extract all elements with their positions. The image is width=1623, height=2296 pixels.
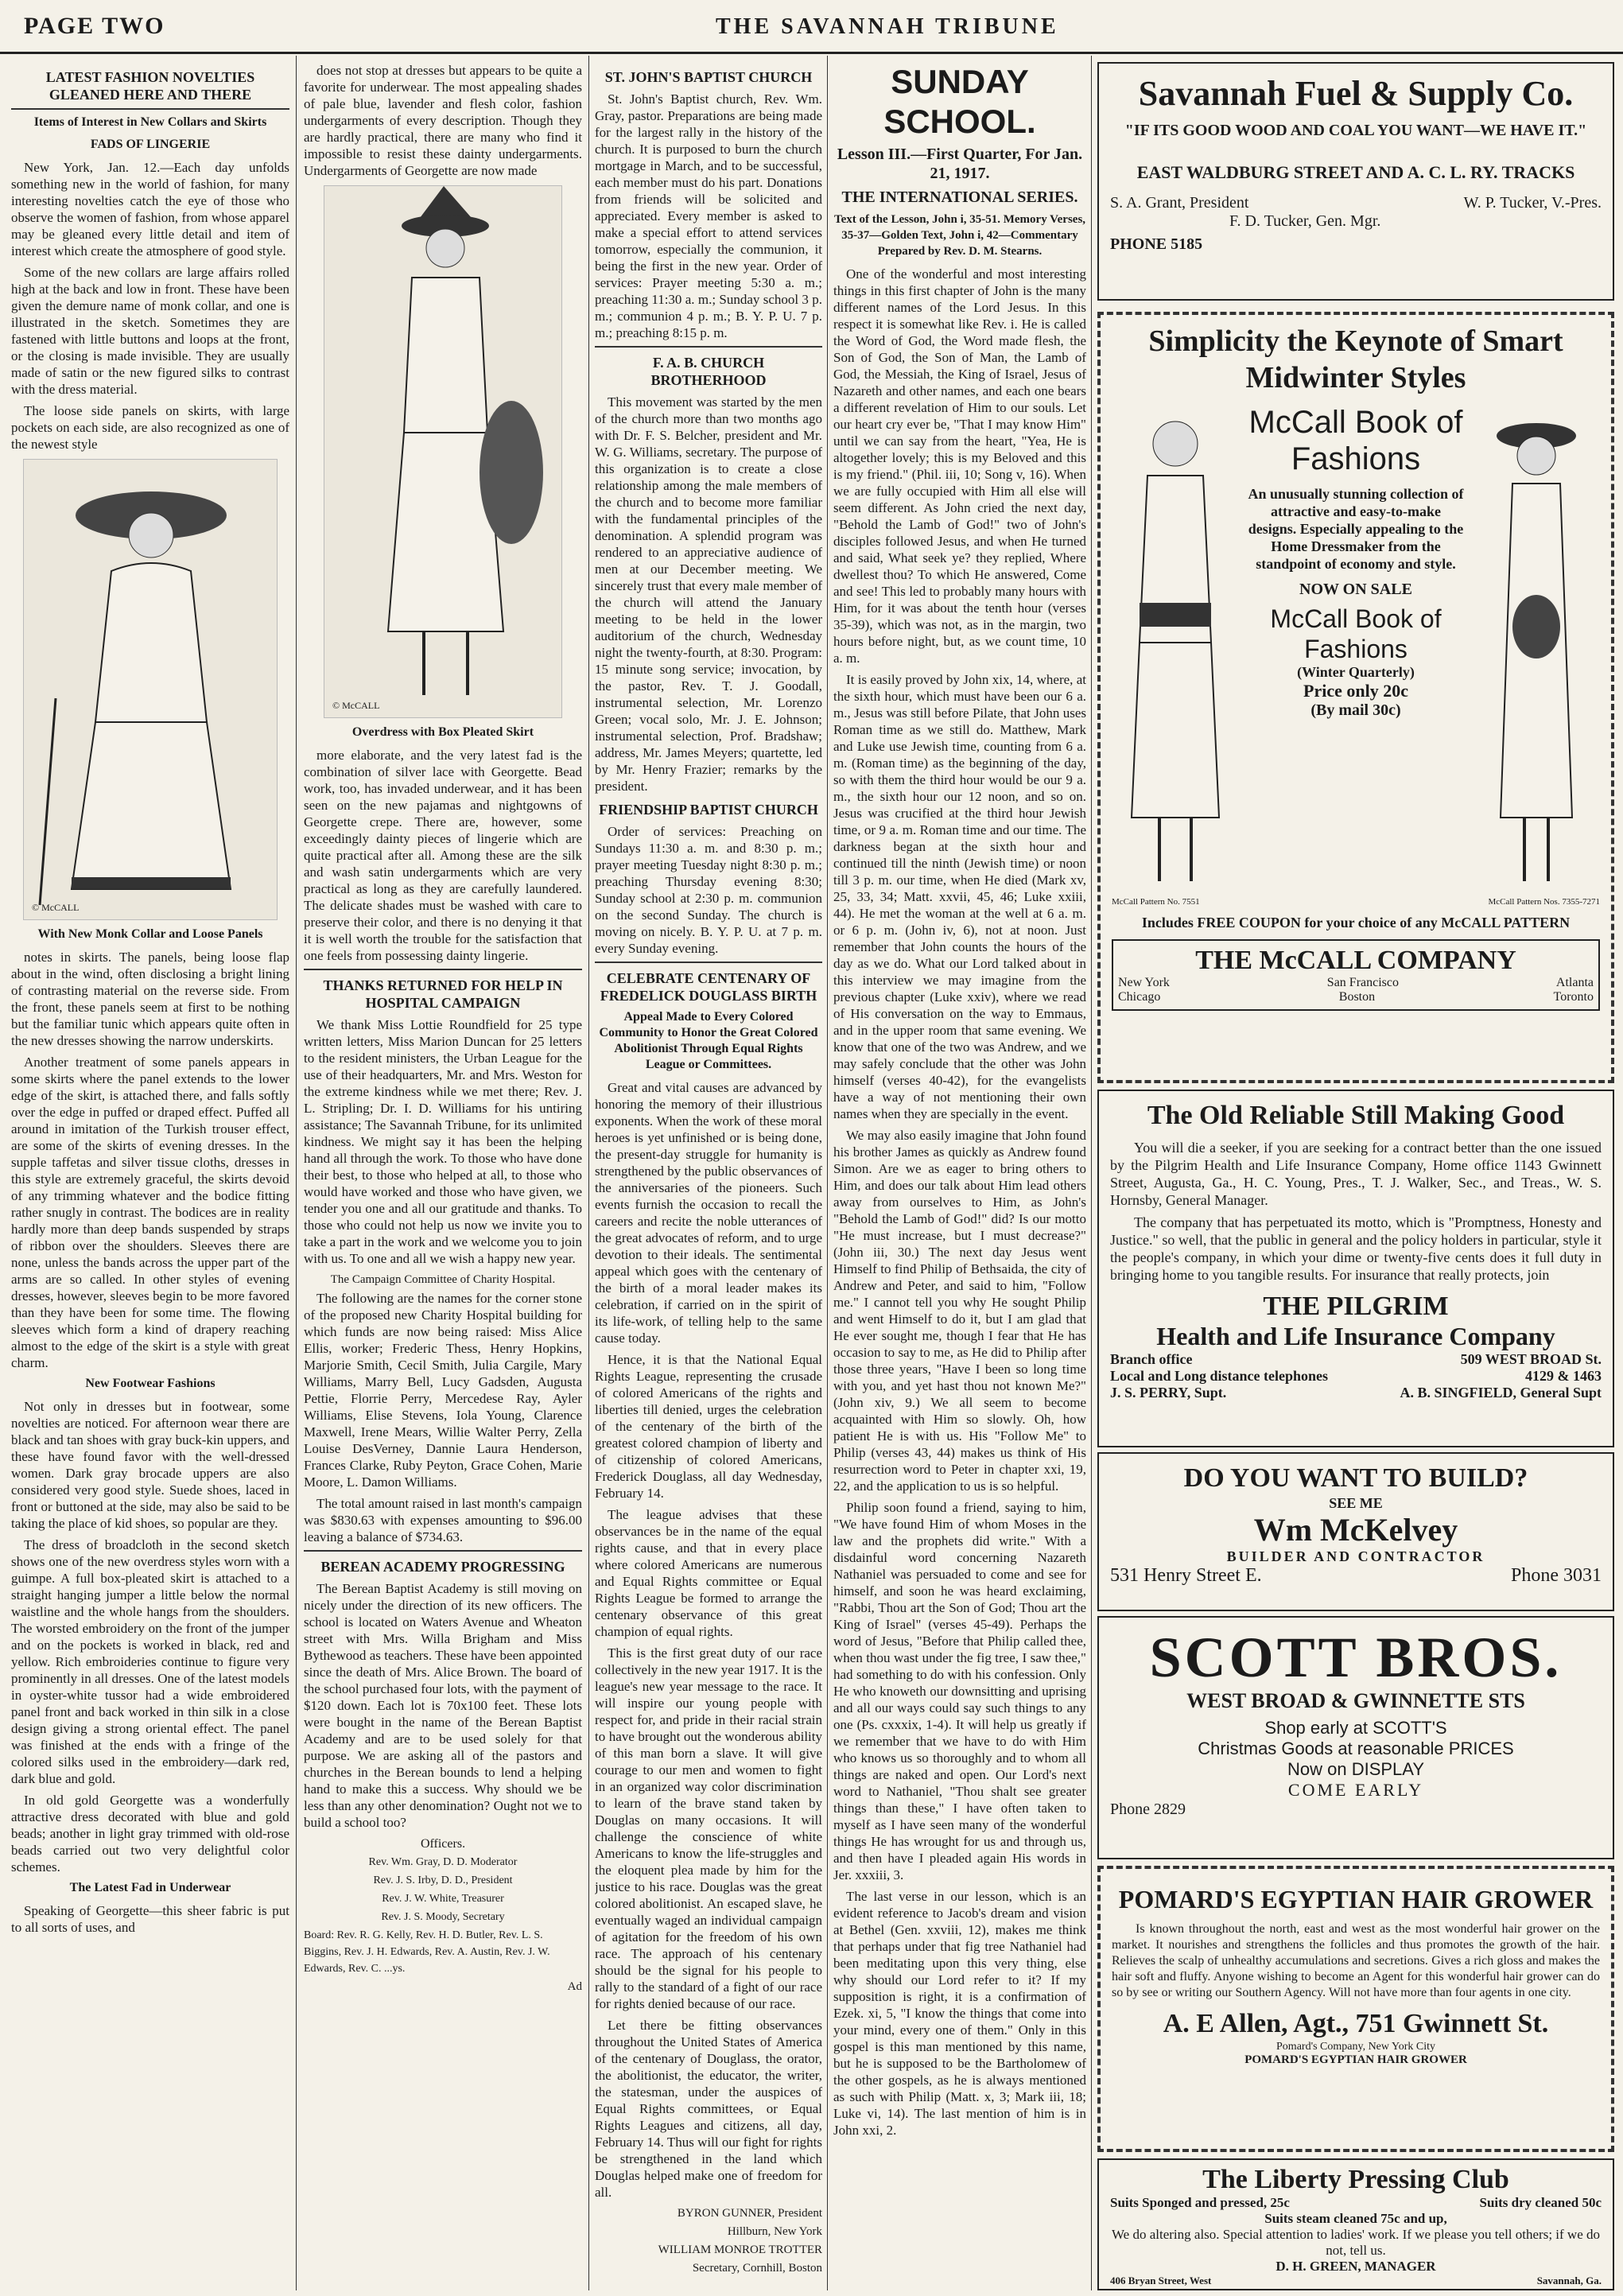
column-churches: ST. JOHN'S BAPTIST CHURCH St. John's Baptist church, Rev. Wm. Gray, pastor. Preparations are being made for the largest rally in the history of the church. It is purposed to burn the church mortgage in March, and to be successful, each member must do his part. Donations from friends will be solicited and appreciated. Every member is asked to make a special effort to attend services tomorrow, especially the communion, it being the first in the new year. Order of services: Prayer meeting 5:30 a. m.; preaching 11:30 a. m.; Sunday school 3 p. m.; communion 4 p. m.; B. Y. P. U. 7 p. m.; preaching 8:15 p. m. F. A. B. CHURCH BROTHERHOOD This movement was started by the men of the church more than two months ago with Dr. F. S. Belcher, president and Mr. W. G. Williams, secretary. The purpose of this organization is to create a close relationship among the male members of the church and to become more familiar with the fundamental principles of the denomination. A splendid program was rendered to an appreciative audience of men at our December meeting. We sincerely trust that every male member of the church will attend the January meeting to be held in the lower auditorium of the church, Wednesday night the twenty-fourth, at 8:30. Program: 15 minute song service; invocation, by the pastor, Rev. T. J. Goodall, instrumental selection, Mr. Lorenzo Green; vocal solo, Mr. J. E. Johnson; instrumental selection, Prof. Bradshaw; address, Mr. James Meyers; quartette, led by Mr. Henry Frazier; remarks by the president. FRIENDSHIP BAPTIST CHURCH Order of services: Preaching on Sundays 11:30 a. m. and 8:30 p. m.; prayer meeting Tuesday night 8:30 p. m.; preaching Thursday evening 8:30; Sunday school at 2:30 p. m. communion on the second Sunday. The church is moving on nicely. B. Y. P. U. at 7 p. m. every Sunday evening. CELEBRATE CENTENARY OF FREDELICK DOUGLASS BIRTH Appeal Made to Every Colored Community to Honor the Great Colored Abolitionist Through Equal Rights League or Committees. Great and vital causes are advanced by honoring the memory of their illustrious exponents. When the work of these moral heroes is yet unfinished or is being done, the present-day struggle for humanity is strengthened by the public observances of the anniversaries of the pioneers. Such events furnish the occasion to recall the careers and recite the noble utterances of the great advocates of reform, and to urge devotion to their ideals. The sentimental appeal which goes with the centenary of the birth of a moral leader makes its celebration, if carried on in the spirit of its life-work, of telling help to the same cause today. Hence, it is that the National Equal Rights League, representing the crusade of colored Americans of the rights and liberties till denied, urges the celebration of the centenary of the birth of the greatest colored champion of liberty and of citizenship of colored Americans, Frederick Douglass, all day Wednesday, February 14. The league advises that these observances be in the name of the equal rights cause, and that in every place where colored Americans are numerous and Equal Rights committee or Equal Rights League be formed to arrange the centenary observance of this great champion of equal rights. This is the first great duty of our race collectively in the new year 1917. It is the league's new year message to the race. It will inspire our young people with respect for, and pride in their racial strain to have brought out the wonderous ability of this man born a slave. It will give courage to our men and women to fight in an organized way color discrimination to learn of the brave stand taken by Douglas on many occasions. It will challenge the conscience of white Americans to know the life-struggles and the eloquent plea made by him for the justice to his race. Douglas was the great colored abolitionist. An escaped slave, he eventually waged an individual campaign of agitation for the freedom of his own race. The approach of his centenary should be the signal for his people to rally to the standard of a fight of our race for rights denied because of our race. Let there be fitting observances throughout the United States of America of the centenary of Douglass, the orator, the abolitionist, the educator, the writer, the statesman, under the auspices of Equal Rights committees, or Equal Rights Leagues and citizens, all day, February 14. Thus will our fight for rights be strengthened in the land which Douglas helped make one of freedom for all. BYRON GUNNER, President Hillburn, New York WILLIAM MONROE TROTTER Secretary, Cornhill, Boston (595, 69, 822, 2275)
mccall-figure-left (1112, 404, 1239, 897)
column-fashion: LATEST FASHION NOVELTIES GLEANED HERE AND THERE Items of Interest in New Collars and Skirts FADS OF LINGERIE New York, Jan. 12.—Each day unfolds something new in the world of fashion, for many interesting novelties catch the eye of those who observe the women of fashion, from whose apparel may be gleaned every little detail and item of interest which create the atmosphere of good style. Some of the new collars are large affairs rolled high at the back and low in front. These have been given the demure name of monk collar, and one is illustrated in the sketch. Sometimes they are fastened with little buttons and loops at the front, or the closing is made invisible. They are usually made of satin or the new figured silks to contrast with the dress material. The loose side panels on skirts, with large pockets on each side, are also recognized as one of the newest style © McCALL With New Monk Collar and Loose Panels notes in skirts. The panels, being loose flap about in the wind, often disclosing a bright lining of contrasting material on the reverse side. From the front, these panels seem at first to be nothing but the familiar tunic which appears quite often in the new dresses showing the narrow underskirts. Another treatment of some panels appears in some skirts where the panel extends to the lower edge of the skirt, is attached there, and falls softly over the edge in puffed or draped effect. Puffed all around in imitation of the Turkish trouser effect, are some of the skirts of evening dresses. In the supple taffetas and silver tissue cloths, dresses in this style are extremely graceful, the skirts devoid of any trimming whatever and the bodice fitting rather snugly in contrast. The bodices are in reality hardly more than deep bands suspended by straps of ribbon over the shoulders. Sleeves there are none, unless the bands across the upper part of the arms are so called. In other styles of evening dresses, however, sleeves begin to be more favored than they have been for some time. The flowing sleeves which form a kind of drapery reaching almost to the edge of the skirt is a style with great charm. New Footwear Fashions Not only in dresses but in footwear, some novelties are noticed. For afternoon wear there are black and tan shoes with gray buck-kin uppers, and these have found favor with the well-dressed women. Dark gray brocade uppers are also considered very good style. Suede shoes, laced in front or buttoned at the side, may also be said to be taking the place of kid shoes, so popular are they. The dress of broadcloth in the second sketch shows one of the new overdress styles worn with a guimpe. A full box-pleated skirt is attached to a straight hanging jumper a little below the normal waistline and the whole hangs from the shoulders. The worsted embroidery on the front of the jumper and on the pockets is worked in black, red and yellow. Rich embroideries continue to figure very prominently in all dresses. One of the latest models in oyster-white tussor had a wide embroidered panel front and back worked in thin silk in a close design giving a strong oriental effect. The panel was finished at the ends with a fringe of the colored silks used in the embroidery—dark red, dark blue and gold. In old gold Georgette was a wonderfully attractive dress decorated with blue and gold beads; another in light gray trimmed with old-rose beads carried out two very delightful color schemes. The Latest Fad in Underwear Speaking of Georgette—this sheer fabric is put to all sorts of uses, and (11, 69, 289, 1935)
officers-heading: Officers. (420, 1837, 466, 1851)
illustration-credit: © McCALL (32, 902, 80, 913)
ad-mckelvey: DO YOU WANT TO BUILD? SEE ME Wm McKelvey BUILDER AND CONTRACTOR 531 Henry Street E. Phone 3031 (1097, 1452, 1614, 1611)
article-headline: THANKS RETURNED FOR HELP IN HOSPITAL CAMPAIGN (323, 977, 563, 1011)
column-rule (588, 56, 589, 2290)
mccall-figure-right (1473, 404, 1600, 897)
page-number: PAGE TWO (24, 13, 165, 39)
figure-caption: With New Monk Collar and Loose Panels (37, 927, 263, 941)
article-headline: F. A. B. CHURCH BROTHERHOOD (650, 355, 767, 388)
masthead (0, 0, 1623, 54)
article-subhead: Appeal Made to Every Colored Community to Honor the Great Colored Abolitionist Through Equal Rights League or Committees. (599, 1010, 818, 1071)
section-subhead: The Latest Fad in Underwear (69, 1881, 231, 1894)
column-rule (296, 56, 297, 2290)
column-rule (1091, 56, 1092, 2290)
ad-pomard-hair-grower: POMARD'S EGYPTIAN HAIR GROWER Is known throughout the north, east and west as the most wonderful hair grower on the market. It nourishes and strengthens the follicles and thus promotes the growth of the hair. Relieves the scalp of unhealthy accumulations and secretions. Gives a rich gloss and makes the hair soft and fluffy. Anyone wishing to become an Agent for this wonderful hair grower can do so by see or writing our Southern Agency. Will not have more than four agents in one city. A. E Allen, Agt., 751 Gwinnett St. Pomard's Company, New York City POMARD'S EGYPTIAN HAIR GROWER (1097, 1866, 1614, 2152)
column-rule (827, 56, 828, 2290)
newspaper-title: THE SAVANNAH TRIBUNE (716, 14, 1059, 39)
article-headline: BEREAN ACADEMY PROGRESSING (320, 1559, 565, 1575)
ad-savannah-fuel: Savannah Fuel & Supply Co. "IF ITS GOOD WOOD AND COAL YOU WANT—WE HAVE IT." EAST WALDBURG STREET AND A. C. L. RY. TRACKS S. A. Grant, President W. P. Tucker, V.-Pres. F. D. Tucker, Gen. Mgr. PHONE 5185 (1097, 62, 1614, 301)
column-hospital: does not stop at dresses but appears to be quite a favorite for underwear. The most appealing shades of pale blue, lavender and flesh color, fashion undergarments of every description. Though they are hardly practical, there are many who find it impossible to resist these dainty undergarments. Undergarments of Georgette are now made © McCALL Overdress with Box Pleated Skirt more elaborate, and the very latest fad is the combination of silver lace with Georgette. Bead work, too, has invaded underwear, and it has been seen on the new pajamas and nightgowns of Georgette crepe. There are, however, some exceedingly dainty pieces of lingerie which are quite practical after all. Among these are the silk and wash satin undergarments which are very practical as long as they are carefully laundered. The delicate shades must be washed with care to preserve their color, and there is no denying it that it is well worth the trouble for the satisfaction that one feels from possessing dainty lingerie. THANKS RETURNED FOR HELP IN HOSPITAL CAMPAIGN We thank Miss Lottie Roundfield for 25 type written letters, Miss Marion Duncan for 25 letters to the resident ministers, the Urban League for the use of their headquarters, Mr. and Mrs. Weston for the extreme kindness while we met there; Rev. J. L. Stripling; Dr. I. D. Williams for his untiring assistance; The Savannah Tribune, for its unlimited kindness. We might say it has been the helping hand all through the work. To those who have done their best, to those who helped at all, to those who would have worked and those who have given, we tender you one and all our gratitude and thanks. To those who could not help us now we invite you to take a part in the work and we welcome you to join with us. To one and all we wish a happy new year. The Campaign Committee of Charity Hospital. The following are the names for the corner stone of the proposed new Charity Hospital building for which funds are now being raised: Miss Alice Ellis, worker; Frederic Thess, Henry Hopkins, Marjorie Smith, Cecil Smith, Julia Cargile, Mary Williams, Marry Bell, Lucy Gadsden, Augusta Pettie, Florrie Perry, Mercedese Ray, Ayler Williams, Elise Stevens, Iola Young, Clarence Maxwell, Irene Mears, Willie Walter Perry, Zella Louise DesVerney, Dannie Laura Henderson, Frances Clarke, Ruby Peyton, Grace Cohen, Marie Moore, L. Damon Williams. The total amount raised in last month's campaign was $830.63 with expenses amounting to $96.00 leaving a balance of $734.63. BEREAN ACADEMY PROGRESSING The Berean Baptist Academy is still moving on nicely under the direction of its new officers. The school is located on Waters Avenue and Wheaton street with Mrs. Willa Brigham and Miss Bythewood as teachers. These have been appointed since the death of Mrs. Alice Brown. The board of the school purchased four lots, with the payment of $120 down. Each lot is 70x100 feet. These lots were bought in the name of the Berean Baptist Academy and are to be used solely for that purpose. We are asking all of the pastors and churches in the Berean bounds to lend a helping hand to make this a success. Why should we be less than any other denomination? Ought not we to build a school too? Officers. Rev. Wm. Gray, D. D. Moderator Rev. J. S. Irby, D. D., President Rev. J. W. White, Treasurer Rev. J. S. Moody, Secretary Board: Rev. R. G. Kelly, Rev. H. D. Butler, Rev. L. S. Biggins, Rev. J. H. Edwards, Rev. A. Austin, Rev. J. W. Edwards, Rev. C. ...ys. Ad (304, 63, 582, 1993)
ad-pilgrim-insurance: The Old Reliable Still Making Good You will die a seeker, if you are seeking for a contract better than the one issued by the Pilgrim Health and Life Insurance Company, Home office 1143 Gwinnett Street, Augusta, Ga., H. C. Young, Pres., T. J. Walker, Sec., and Treas., W. S. Hornsby, General Manager. The company that has perpetuated its motto, which is "Promptness, Honesty and Justice." so well, that the public in general and the policy holders in particular, style it the people's company, in which your dime or twenty-five cents does it full duty in bringing home to you tangible results. For insurance that really protects, join THE PILGRIM Health and Life Insurance Company Branch office 509 WEST BROAD St. Local and Long distance telephones 4129 & 1463 J. S. PERRY, Supt. A. B. SINGFIELD, General Supt (1097, 1090, 1614, 1447)
section-subhead: New Footwear Fashions (85, 1377, 215, 1390)
article-subhead: Items of Interest in New Collars and Skirts (33, 115, 267, 129)
ad-scott-bros: SCOTT BROS. WEST BROAD & GWINNETTE STS Shop early at SCOTT'S Christmas Goods at reasonable PRICES Now on DISPLAY COME EARLY Phone 2829 (1097, 1616, 1614, 1859)
overdress-illustration (324, 185, 562, 718)
article-headline: LATEST FASHION NOVELTIES GLEANED HERE AND THERE (45, 69, 255, 103)
monk-collar-dress-illustration (23, 459, 278, 920)
article-subhead: FADS OF LINGERIE (90, 138, 211, 151)
article-headline: FRIENDSHIP BAPTIST CHURCH (599, 802, 818, 818)
article-headline: CELEBRATE CENTENARY OF FREDELICK DOUGLASS BIRTH (600, 970, 817, 1004)
signature: The Campaign Committee of Charity Hospital. (330, 1273, 556, 1286)
figure-caption: Overdress with Box Pleated Skirt (351, 725, 534, 739)
illustration-credit: © McCALL (332, 700, 380, 711)
ad-liberty-pressing-club: The Liberty Pressing Club Suits Sponged and pressed, 25c Suits dry cleaned 50c Suits steam cleaned 75c and up, We do altering also. Special attention to ladies' work. If we please you tell others; if we do not, tell us. D. H. GREEN, MANAGER 406 Bryan Street, West Savannah, Ga. (1097, 2158, 1614, 2290)
ad-mccall: Simplicity the Keynote of Smart Midwinter Styles McCall Book of Fashions An unusually stunning collection of attractive and easy-to-make designs. Especially appealing to the Home Dressmaker from the standpoint of economy and style. NOW ON SALE McCall Book of Fashions (Winter Quarterly) Price only 20c (By mail 30c) McCall Pattern No. 7551 McCall Pattern Nos. 7355-7271 Includes FREE COUPON for your choice of any McCALL PATTERN THE McCALL COMPANY New York San Francisco Atlanta Chicago Boston Toronto (1097, 312, 1614, 1083)
column-sunday-school: SUNDAY SCHOOL. Lesson III.—First Quarter, For Jan. 21, 1917. THE INTERNATIONAL SERIES. Text of the Lesson, John i, 35-51. Memory Verses, 35-37—Golden Text, John i, 42—Commentary Prepared by Rev. D. M. Stearns. One of the wonderful and most interesting things in this first chapter of John is the many different names of the Lord Jesus. In this respect it is somewhat like Rev. i. He is called the Word of God, the Word made flesh, the Son of God, the Son of Man, the Lamb of God, the Messiah, the King of Israel, Jesus of Nazareth and other names, and each one bears a different revelation of Him to our souls. Let our heart cry ever be, "That I may know Him" until we can say from the heart, "Yea, He is altogether lovely; this is my Beloved and this is my friend." (Phil. iii, 10; Song v, 16). When we are fully occupied with Him all else will seem different. As John cried the next day, "Behold the Lamb of God!" two of John's disciples followed Jesus, and when He turned and said, What seek ye? they replied, Where dwellest thou? To which He answered, Come and see! This led to probably many hours with Him, for it was about the tenth hour (verses 35-39), which was not, as in the margin, two hours before night, but, as we count time, 10 a. m. It is easily proved by John xix, 14, where, at the sixth hour, which must have been our 6 a. m., Jesus was still before Pilate, that John uses Roman time as we still do. Matthew, Mark and Luke use Jewish time, counting from 6 a. m. (Roman time) as the beginning of the day, so with them the third hour would be our 9 a. m., the sixth hour our 12 noon, and so on. Jesus was crucified at the third hour Jewish time, or 9 a. m. Roman time and our time. The darkness began at the sixth hour and continued till the ninth (Jewish time) or noon till 3 p. m. our time, when He died (Mark xv, 25, 33, 34; Matt. xxvii, 45, 46; Luke xxiii, 44). He met the woman at the well at 6 a. m. or 6 p. m. (John iv, 6), not at noon. Just remember that John counts the hours of the day as we do. What our Lord talked about in this interview we may imagine from the previous chapter (Luke xxiv), where we read of His conversation on the way to Emmaus, and in the upper room that same evening. We know that one of the two was Andrew, and we may safely conclude that the other was John himself (verses 40-42), for the evangelists have a way of not mentioning their own names when they are specially in the event. We may also easily imagine that John found his brother James as quickly as Andrew found Simon. Are we as eager to bring others to Him, and does our talk about Him lead others away from ourselves to Him, as John's "Behold the Lamb of God!" did? Is our motto "He must increase, but I must decrease?" (John iii, 30.) The next day Jesus went Himself to find Philip of Bethsaida, the city of Andrew and Peter, and said to him, "Follow me." I cannot tell you why He sought Philip and went Himself to do it, but I am glad that He ever sought me, though I fear that He has occasion to say to me, as He did to Philip after those three years, "Have I been so long time with you, and yet hast thou not known Me?" (John xiv, 9.) We all seem to become acquainted with Him so slowly. Oh, how patient He is with us. His "Follow Me" to Philip (verses 43, 44) makes us think of His resurrection word to Peter in chapter xxi, 19, 22, and the application to us is so helpful. Philip soon found a friend, saying to him, "We have found Him of whom Moses in the law and the prophets did write." With a disdainful word concerning Nazareth Nathaniel was persuaded to come and see for himself, and soon he was heard exclaiming, "Rabbi, Thou art the Son of God; Thou art the King of Israel" (verses 45-49). Perhaps the word of Jesus, "Before that Philip called thee, when thou wast under the fig tree, I saw thee," had something to do with his confession. Only He who knoweth our downsitting and uprising and all our ways could say such things to any one (Ps. cxxxix, 1-4). It will help us greatly if we remember that we have to do with Him who knows us so thoroughly and to whom all things are naked and open. Our Lord's next word to Nathaniel, "Thou shalt see greater things than these," I have often taken to myself as I have seen many of the wonderful things He has wrought for us and through us, and then have I pleaded again His words in Jer. xxxiii, 3. The last verse in our lesson, which is an evident reference to Jacob's dream and vision at Bethel (Gen. xxviii, 12), makes me think that perhaps under that fig tree Nathaniel had been meditating upon this very thing, else why should our Lord refer to it? If my supposition is right, it is a confirmation of Ezek. xi, 5, "I know the things that come into your mind, every one of them." Only in this gospel is this man mentioned by this name, but he is supposed to be the Bartholomew of the other gospels, as he is always mentioned as such with Philip (Matt. x, 3; Mark iii, 18; Luke vi, 14). The last mention of him is in John xxi, 2. (833, 63, 1086, 2138)
article-headline: SUNDAY SCHOOL. (883, 63, 1036, 140)
article-headline: ST. JOHN'S BAPTIST CHURCH (604, 69, 813, 85)
